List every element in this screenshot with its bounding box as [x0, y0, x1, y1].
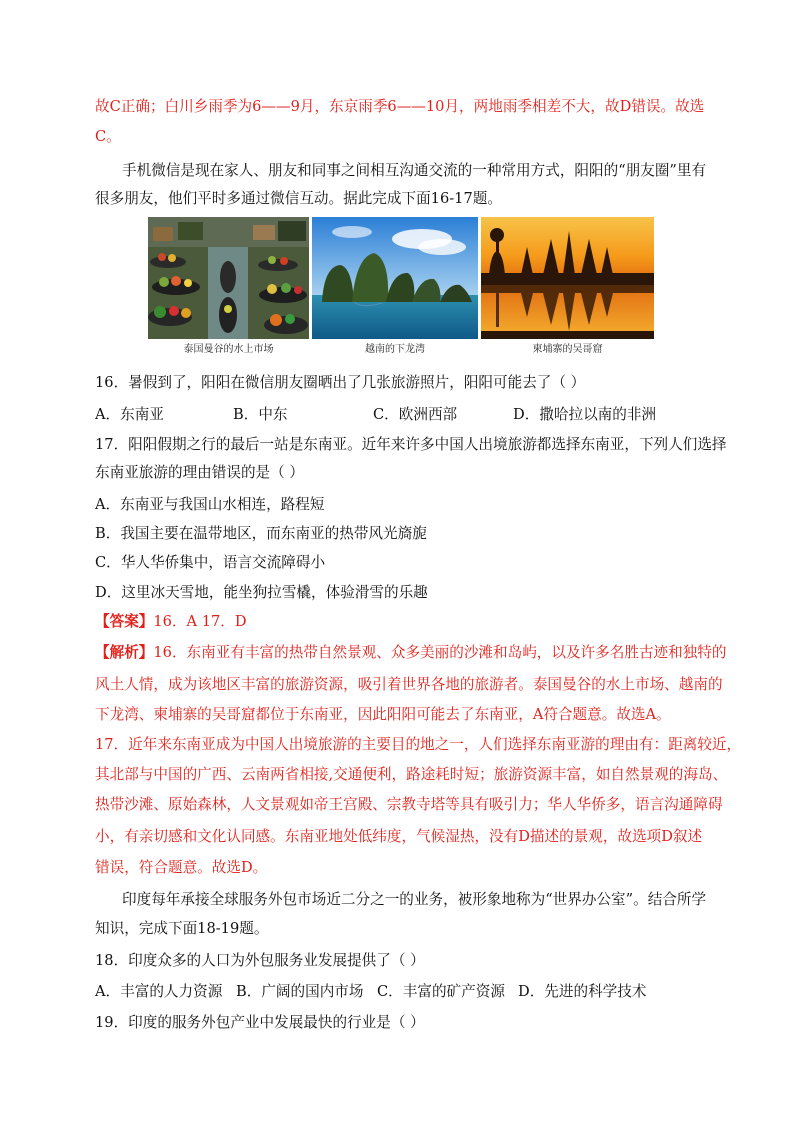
q18-option-d: D．先进的科学技术	[518, 983, 647, 1000]
analysis-line-6: 热带沙滩、原始森林，人文景观如帝王宫殿、宗教寺塔等具有吸引力；华人华侨多，语言沟通障碍	[95, 796, 723, 813]
analysis-line-3: 下龙湾、柬埔寨的吴哥窟都位于东南亚，因此阳阳可能去了东南亚，A符合题意。故选A。	[95, 706, 671, 723]
q17-option-a: A．东南亚与我国山水相连，路程短	[95, 496, 325, 513]
floating-market-photo	[148, 217, 309, 339]
intro-18-19-line-2: 知识，完成下面18-19题。	[95, 920, 269, 937]
q17-stem-line-2: 东南亚旅游的理由错误的是（ ）	[95, 464, 304, 481]
analysis-line-5: 其北部与中国的广西、云南两省相接,交通便利，路途耗时短；旅游资源丰富，如自然景观的海岛、	[95, 766, 728, 783]
analysis-line-8: 错误，符合题意。故选D。	[95, 859, 268, 876]
photo-caption-3: 柬埔寨的吴哥窟	[532, 344, 603, 355]
q17-option-b: B．我国主要在温带地区，而东南亚的热带风光旖旎	[95, 525, 427, 542]
q18-options	[95, 982, 715, 1002]
photo-caption-2: 越南的下龙湾	[365, 344, 425, 355]
intro-18-19-line-1: 印度每年承接全球服务外包市场近二分之一的业务，被形象地称为“世界办公室”。结合所学	[122, 891, 707, 908]
q17-option-d: D．这里冰天雪地，能坐狗拉雪橇，体验滑雪的乐趣	[95, 584, 428, 601]
travel-photos	[148, 217, 654, 359]
q18-stem: 18．印度众多的人口为外包服务业发展提供了（ ）	[95, 952, 425, 969]
q16-options	[95, 405, 715, 425]
q16-option-c: C．欧洲西部	[373, 406, 458, 423]
analysis-text-1: 16．东南亚有丰富的热带自然景观、众多美丽的沙滩和岛屿，以及许多名胜古迹和独特的	[153, 644, 727, 661]
q16-option-a: A．东南亚	[95, 406, 164, 423]
q19-stem: 19．印度的服务外包产业中发展最快的行业是（ ）	[95, 1014, 425, 1031]
prev-answer-line-1: 故C正确；白川乡雨季为6——9月，东京雨季6——10月，两地雨季相差不大，故D错误。故选	[95, 98, 705, 115]
q18-option-a: A．丰富的人力资源	[95, 983, 223, 1000]
halong-bay-photo	[312, 217, 478, 339]
answer-line	[95, 612, 715, 632]
answer-tag: 【答案】	[95, 613, 154, 630]
q17-option-c: C．华人华侨集中，语言交流障碍小	[95, 554, 326, 571]
analysis-line-2: 风土人情，成为该地区丰富的旅游资源，吸引着世界各地的旅游者。泰国曼谷的水上市场、越南的	[95, 676, 723, 693]
analysis-line-1	[95, 643, 727, 663]
angkor-wat-photo	[481, 217, 654, 339]
q18-option-b: B．广阔的国内市场	[236, 983, 364, 1000]
q18-option-c: C．丰富的矿产资源	[377, 983, 505, 1000]
intro-16-17-line-2: 很多朋友，他们平时多通过微信互动。据此完成下面16-17题。	[95, 190, 502, 207]
q16-stem: 16．暑假到了，阳阳在微信朋友圈晒出了几张旅游照片，阳阳可能去了（ ）	[95, 374, 586, 391]
analysis-line-4: 17．近年来东南亚成为中国人出境旅游的主要目的地之一，人们选择东南亚游的理由有：距离较近，	[95, 736, 742, 753]
analysis-line-7: 小，有亲切感和文化认同感。东南亚地处低纬度，气候湿热，没有D描述的景观，故选项D叙述	[95, 828, 703, 845]
q17-stem-line-1: 17．阳阳假期之行的最后一站是东南亚。近年来许多中国人出境旅游都选择东南亚，下列人们选择	[95, 436, 727, 453]
q16-option-d: D．撒哈拉以南的非洲	[513, 406, 657, 423]
analysis-tag: 【解析】	[95, 644, 154, 661]
answer-text: 16．A 17．D	[153, 613, 247, 630]
intro-16-17-line-1: 手机微信是现在家人、朋友和同事之间相互沟通交流的一种常用方式，阳阳的“朋友圈”里有	[122, 162, 707, 179]
prev-answer-line-2: C。	[95, 128, 121, 145]
q16-option-b: B．中东	[233, 406, 288, 423]
photo-caption-1: 泰国曼谷的水上市场	[183, 344, 274, 355]
